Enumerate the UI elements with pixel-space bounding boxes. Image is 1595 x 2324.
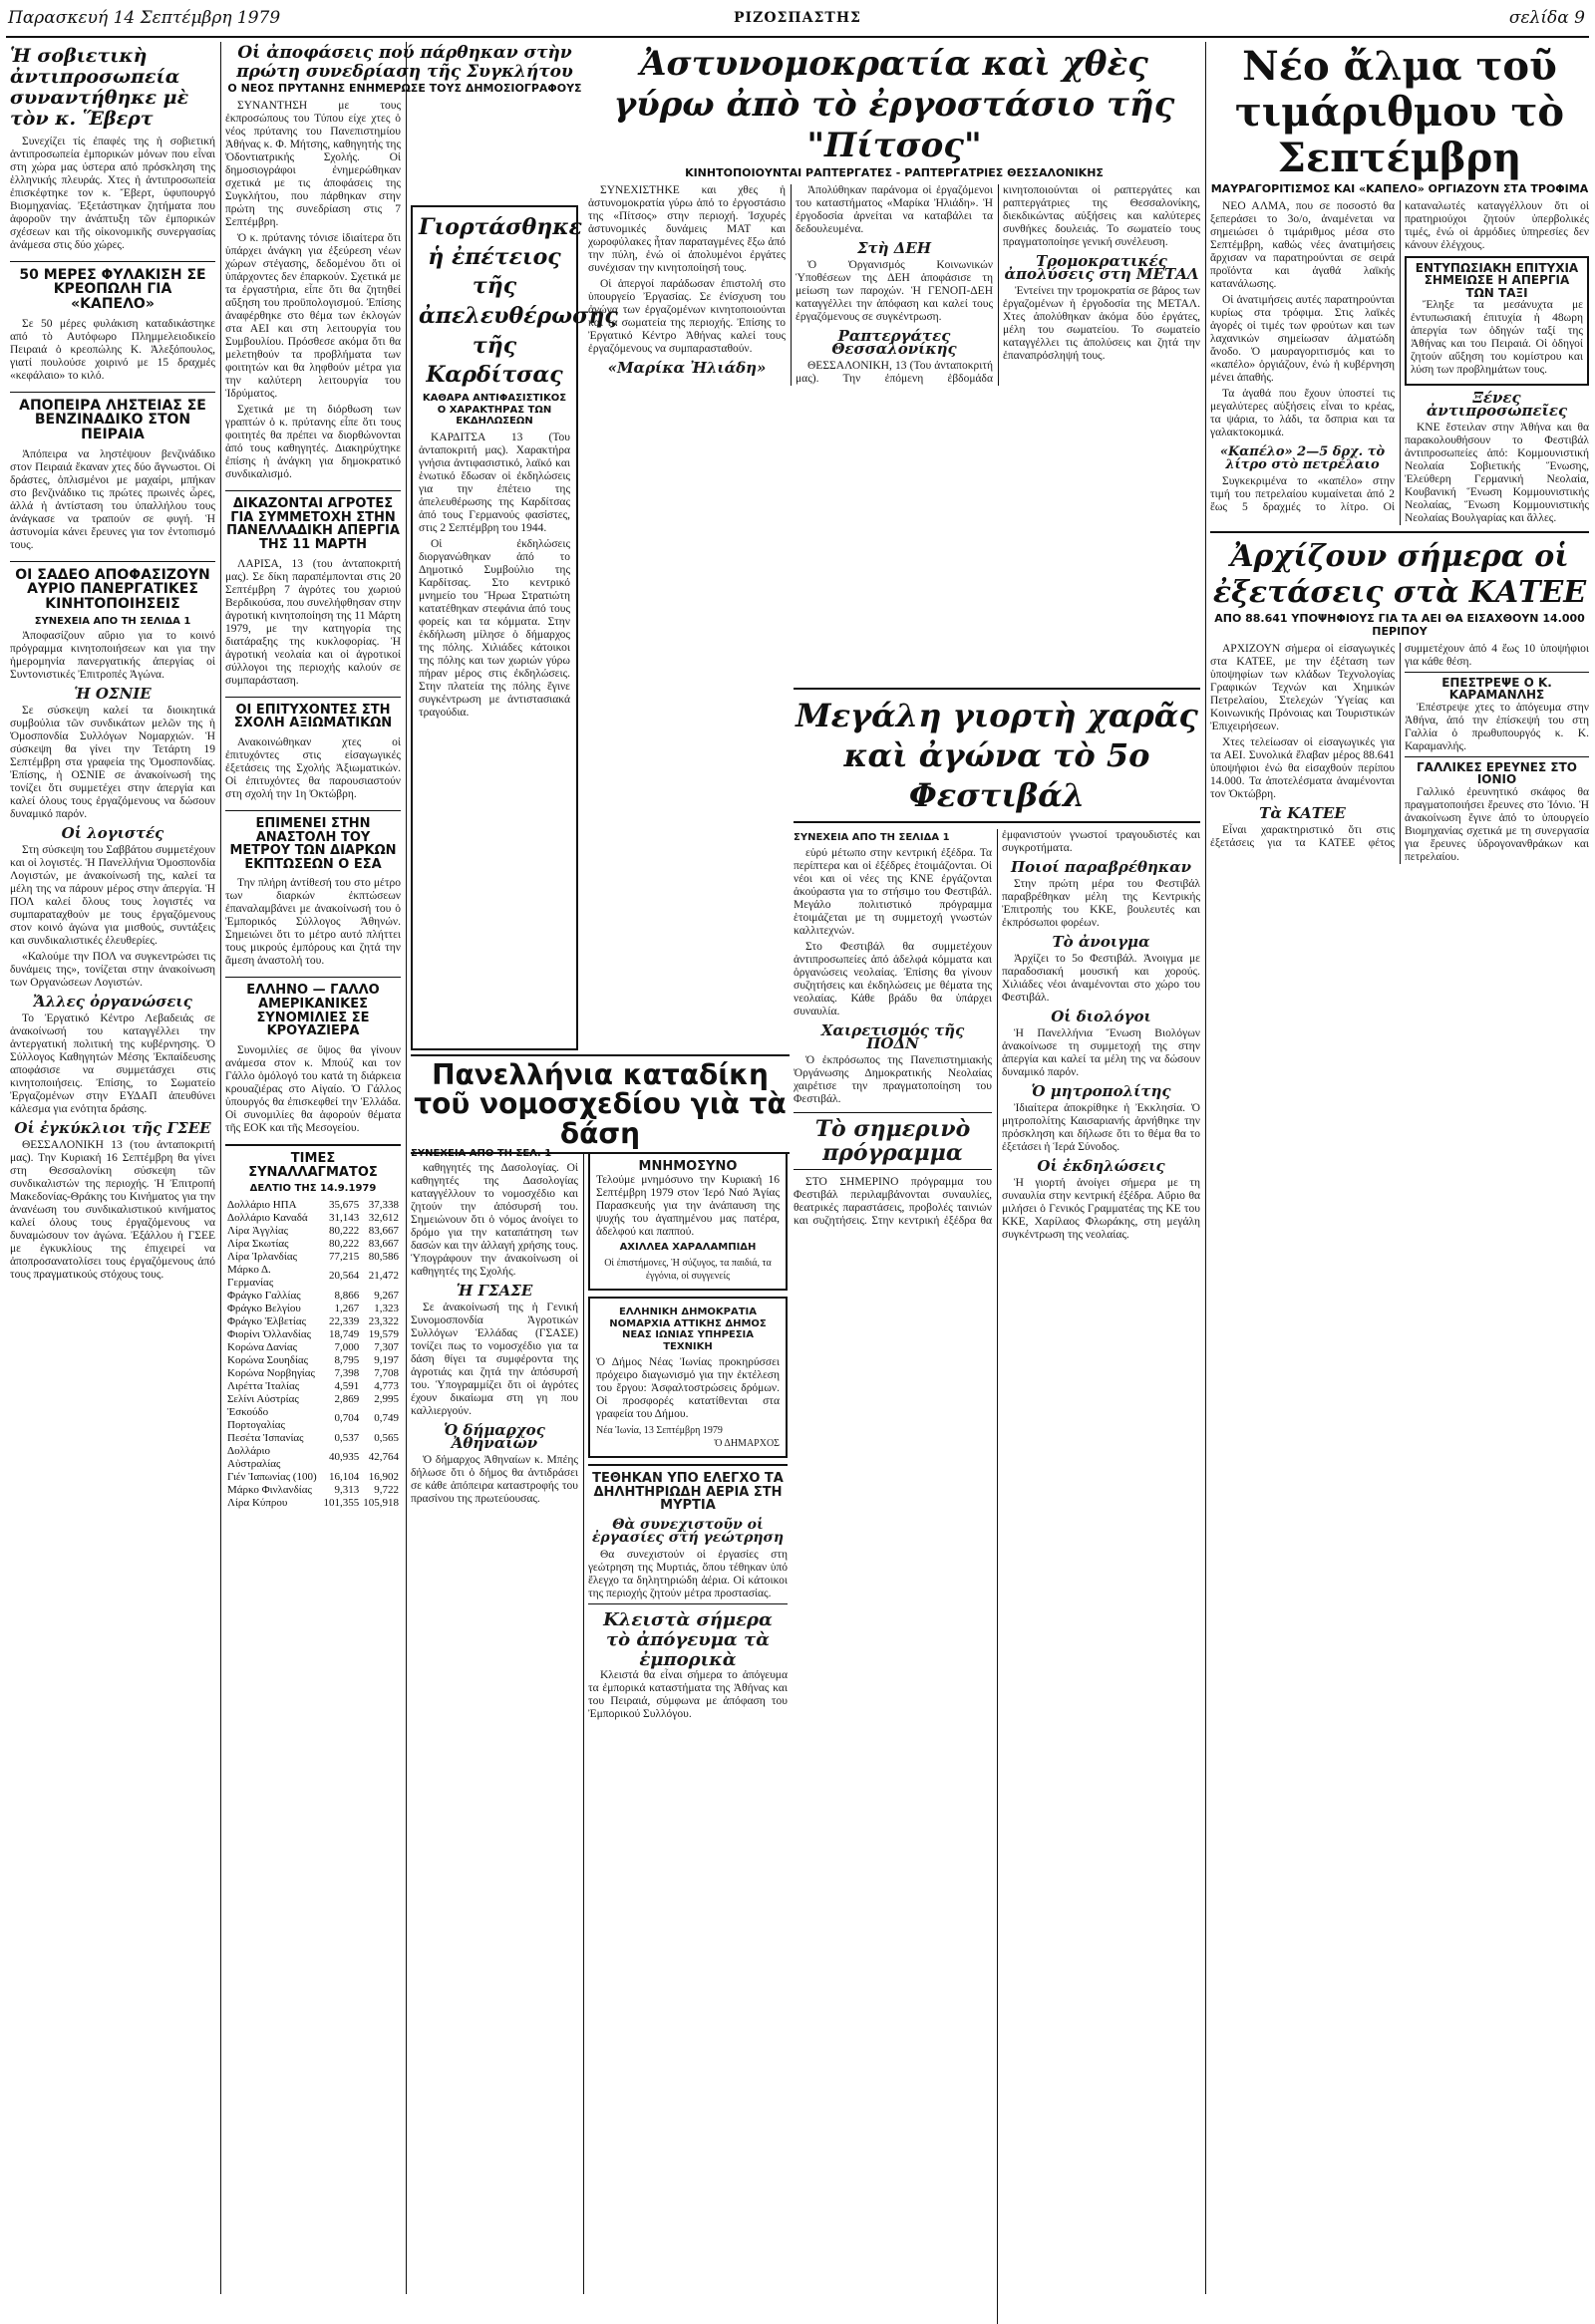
currency-name: Λίρα Κύπρου: [227, 1496, 288, 1509]
rate-row: [225, 1315, 401, 1328]
rate-row: [225, 1445, 401, 1471]
rate-row: [225, 1406, 401, 1432]
page-number: σελίδα 9: [1508, 8, 1585, 28]
soviet-delegation-article: [10, 44, 215, 262]
currency-name: Ἐσκούδο Πορτογαλίας: [227, 1405, 285, 1431]
buy-rate: 7,398: [334, 1366, 360, 1379]
cruise-talks-article: [225, 977, 401, 1144]
headline: 50 ΜΕΡΕΣ ΦΥΛΑΚΙΣΗ ΣΕ ΚΡΕΟΠΩΛΗ ΓΙΑ «ΚΑΠΕΛΟ»: [19, 266, 206, 312]
rate-row: [225, 1471, 401, 1484]
sell-rate: 9,197: [374, 1353, 399, 1366]
headline: ΟΙ ΣΑΔΕΟ ΑΠΟΦΑΣΙΖΟΥΝ ΑΥΡΙΟ ΠΑΝΕΡΓΑΤΙΚΕΣ ΚΙΝΗΤΟΠΟΙΗΣΕΙΣ: [15, 566, 210, 613]
article-body: καθηγητές της Δασολογίας. Οἱ καθηγητές της Δασολογίας καταγγέλλουν το νομοσχέδιο και ζητούν την ἀπόσυρσή του. Σημειώνουν ὅτι ὁ νόμος ἀνοίγει το δρόμο για την καταπάτηση των δασών και την ἀλλαγή χρήσης τους. Ὑπογράφουν την ἀνακοίνωση οἱ καθηγητές της Σχολής. Ἡ ΓΣΑΣΕ Σε ἀνακοίνωσή της ἡ Γενική Συνομοσπονδία Ἀγροτικών Συλλόγων Ἑλλάδας (ΓΣΑΣΕ) τονίζει πως το νομοσχέδιο για τα δάση θίγει τα συμφέροντα της ἀγροτιάς και ζητά την ἀπόσυρσή του. Ὑπογραμμίζει ὅτι οἱ ἀγρότες έχουν δικαίωμα στη γη που καλλιεργούν. Ὁ δήμαρχος Ἀθηναίων Ὁ δήμαρχος Ἀθηναίων κ. Μπέης δήλωσε ὅτι ὁ δήμος θα ἀντιδράσει σε κάθε ἀπόπειρα καταστροφής του πρασίνου της πρωτεύουσας.: [411, 1162, 578, 1505]
column-1: [10, 44, 215, 2294]
sell-rate: 42,764: [368, 1451, 399, 1464]
article-body: Ἀπόπειρα να ληστέψουν βενζινάδικο στον Πειραιά ἔκαναν χτες δύο ἄγνωστοι. Οἱ δράστες, ὁπλισμένοι με μαχαίρι, μπήκαν στο βενζινάδικο τις πρώτες πρωινές ὧρες, ἀλλά ἡ ἀντίσταση του ὑπαλλήλου τους ἀνάγκασε να τραπούν σε φυγή. Ἡ ἀστυνομία κάνει ἔρευνες για τον ἐντοπισμό τους.: [10, 447, 215, 551]
subhead: Ξένες ἀντιπροσωπεῖες: [1426, 389, 1568, 421]
notice-title: ΕΛΛΗΝΙΚΗ ΔΗΜΟΚΡΑΤΙΑ ΝΟΜΑΡΧΙΑ ΑΤΤΙΚΗΣ ΔΗΜΟΣ ΝΕΑΣ ΙΩΝΙΑΣ ΥΠΗΡΕΣΙΑ ΤΕΧΝΙΚΗ: [609, 1307, 767, 1352]
rate-row: [225, 1354, 401, 1367]
sell-rate: 83,667: [368, 1237, 399, 1250]
headline: Γιορτάσθηκε ἡ ἐπέτειος τῆς ἀπελευθέρωσης τῆς Καρδίτσας: [419, 214, 618, 389]
headline: Ἀρχίζουν σήμερα οἱ ἐξετάσεις στὰ ΚΑΤΕΕ: [1212, 539, 1587, 611]
headline: Νέο ἄλμα τοῦ τιμάριθμου τὸ Σεπτέμβρη: [1234, 43, 1565, 181]
headline: Οἱ ἀποφάσεις πού πάρθηκαν στὴν πρώτη συνεδρίαση τῆς Συγκλήτου: [236, 43, 573, 82]
sell-rate: 0,565: [374, 1431, 399, 1444]
buy-rate: 0,704: [334, 1412, 360, 1425]
rate-row: [225, 1303, 401, 1315]
sell-rate: 83,667: [368, 1224, 399, 1237]
column-divider: [1205, 42, 1206, 2294]
currency-name: Μάρκο Φινλανδίας: [227, 1483, 312, 1496]
subhead: Ραπτεργάτες Θεσσαλονίκης: [831, 327, 957, 359]
sell-rate: 80,586: [368, 1250, 399, 1263]
subhead: Στὴ ΔΕΗ: [856, 239, 932, 258]
sell-rate: 7,708: [374, 1366, 399, 1379]
rate-row: [225, 1199, 401, 1212]
subhead: Ἡ ΓΣΑΣΕ: [456, 1282, 533, 1300]
sell-rate: 19,579: [368, 1327, 399, 1340]
currency-name: Φράγκο Γαλλίας: [227, 1289, 301, 1302]
article-body: Συνομιλίες σε ὕψος θα γίνουν ανάμεσα στον κ. Μπούζ και τον Γάλλο ὁμόλογό του κατά τη διάρκεια κρουαζιέρας στο Αἰγαίο. Ὁ Γάλλος ὑπουργός θα ἐπισκεφθεί την Ἑλλάδα. Οἱ συνομιλίες θα ἀφορούν θέματα τῆς ΕΟΚ και τῆς Μεσογείου.: [225, 1043, 401, 1134]
buy-rate: 7,000: [334, 1340, 360, 1353]
subhead: Τὸ ἀνοιγμα: [1052, 933, 1150, 951]
headline: ΟΙ ΕΠΙΤΥΧΟΝΤΕΣ ΣΤΗ ΣΧΟΛΗ ΑΞΙΩΜΑΤΙΚΩΝ: [233, 702, 393, 731]
price-index-article: [1210, 44, 1589, 531]
subhead: «Μαρίκα Ἠλιάδη»: [607, 359, 767, 378]
currency-name: Λίρα Ἀγγλίας: [227, 1224, 289, 1237]
rate-row: [225, 1341, 401, 1354]
currency-name: Κορώνα Δανίας: [227, 1340, 297, 1353]
currency-name: Δολλάριο Αὐστραλίας: [227, 1444, 281, 1470]
shops-closed-article: Κλειστὰ σήμερα τὸ ἀπόγευμα τὰ ἐμπορικὰ Κλειστά θα εἶναι σήμερα το ἀπόγευμα τα ἐμπορικά καταστήματα της Ἀθήνας και του Πειραιά, σύμφωνα με ἀπόφαση του Ἐμπορικού Συλλόγου.: [588, 1603, 788, 1721]
headline: ΤΕΘΗΚΑΝ ΥΠΟ ΕΛΕΓΧΟ ΤΑ ΔΗΛΗΤΗΡΙΩΔΗ ΑΕΡΙΑ ΣΤΗ ΜΥΡΤΙΑ: [592, 1471, 784, 1514]
currency-name: Γιέν Ἰαπωνίας (100): [227, 1470, 317, 1483]
forests-bill-body: [411, 1146, 578, 2292]
article-body: Ἀποφασίζουν αὔριο για το κοινό πρόγραμμα κινητοποιήσεων και για την ἡμερομηνία πανεργατικής ἀπεργίας οἱ Συντονιστικές Ἐπιτροπές Ἀγώνα. Ἡ ΟΣΝΙΕ Σε σύσκεψη καλεί τα διοικητικά συμβούλια τῶν συνδικάτων μελῶν της ἡ Ὁμοσπονδία Συλλόγων Νομαρχιών. Ἡ σύσκεψη θα γίνει την Τετάρτη 19 Σεπτέμβρη στα γραφεία της Ὁμοσπονδίας. Ἐπίσης, ἡ ΟΣΝΙΕ σε ἀνακοίνωσή της τονίζει ὅτι συμμετέχει στην ἀπεργία και καλεί όλους τους ἐργαζόμενους να δώσουν δυναμικό παρόν. Οἱ λογιστές Στη σύσκεψη του Σαββάτου συμμετέχουν και οἱ λογιστές. Ἡ Πανελλήνια Ὁμοσπονδία Λογιστών, με ἀνακοίνωσή της, καλεί τα μέλη της να πάρουν μέρος στην ἀπεργία. Ἡ ΠΟΛ καλεί ὅλους τους λογιστές να συμπαραταχθούν με τους ἐργαζόμενους στον κοινό ἀγώνα για μισθούς, συντάξεις και συνδικαλιστικές ἐλευθερίες. «Καλούμε την ΠΟΛ να συγκεντρώσει τις δυνάμεις της», τονίζεται στην ἀνακοίνωση των Οργανώσεων Λογιστών. Ἄλλες ὀργανώσεις Το Ἐργατικό Κέντρο Λεβαδειάς σε ἀνακοίνωσή του καταγγέλλει την ἀντεργατική πολιτική της κυβέρνησης. Ὁ Σύλλογος Καθηγητών Μέσης Ἐκπαίδευσης αποφάσισε να συμμετάσχει στις κινητοποιήσεις. Ἐπίσης, το Σωματείο Ἐργαζομένων στην ΕΥΔΑΠ ἀπευθύνει κάλεσμα για ενότητα δράσης. Οἱ ἐγκύκλιοι τῆς ΓΣΕΕ ΘΕΣΣΑΛΟΝΙΚΗ 13 (του ἀνταποκριτή μας). Την Κυριακή 16 Σεπτέμβρη θα γίνει στη Θεσσαλονίκη σύσκεψη τῶν συνδικαλιστών της περιοχής. Ἡ Ἐπιτροπή Μακεδονίας-Θράκης του Κινήματος για την ἀνανέωση του συνδικαλιστικού κινήματος καλεί όλους τους ἐργαζόμενους να δυναμώσουν τον ἀγώνα. Ἐξάλλου ἡ ΓΣΕΕ με ἐγκυκλίους της ἐπιχειρεί να ἀποπροσανατολίσει τους ἐργαζόμενους ἀπό τους πραγματικούς στόχους τους.: [10, 629, 215, 1281]
headline: ΔΙΚΑΖΟΝΤΑΙ ΑΓΡΟΤΕΣ ΓΙΑ ΣΥΜΜΕΤΟΧΗ ΣΤΗΝ ΠΑΝΕΛΛΑΔΙΚΗ ΑΠΕΡΓΙΑ ΤΗΣ 11 ΜΑΡΤΗ: [226, 496, 400, 552]
currency-name: Λίρα Σκωτίας: [227, 1237, 289, 1250]
karditsa-box: [411, 205, 618, 1050]
article-body: Την πλήρη ἀντίθεσή του στο μέτρο των διαρκών ἐκπτώσεων ἐπαναλαμβάνει με ἀνακοίνωσή του ὁ Ἐμπορικός Σύλλογος Ἀθηνών. Σημειώνει ὅτι το μέτρο αυτό πλήττει τους μικρούς ἐμπόρους και ζητά την ἄμεση ἀναστολή του.: [225, 877, 401, 968]
myrtia-gas-article: ΤΕΘΗΚΑΝ ΥΠΟ ΕΛΕΓΧΟ ΤΑ ΔΗΛΗΤΗΡΙΩΔΗ ΑΕΡΙΑ ΣΤΗ ΜΥΡΤΙΑ Θὰ συνεχιστοῦν οἱ ἐργασίες στή γεώτρηση Θα συνεχιστούν οἱ ἐργασίες στη γεώτρηση της Μυρτιάς, ὅπου τέθηκαν ὑπό ἔλεγχο τα δηλητηριώδη ἀέρια. Οἱ κάτοικοι της περιοχής ζητούν μέτρα προστασίας.: [588, 1464, 788, 1600]
column-divider: [406, 42, 407, 2294]
buy-rate: 4,591: [334, 1379, 360, 1392]
rate-row: [225, 1328, 401, 1341]
rate-row: [225, 1484, 401, 1497]
sell-rate: 105,918: [363, 1496, 399, 1509]
subhead: Οἱ ἐγκύκλιοι τῆς ΓΣΕΕ: [14, 1118, 211, 1137]
article-body: ΑΡΧΙΖΟΥΝ σήμερα οἱ εἰσαγωγικές στα ΚΑΤΕΕ, με την ἐξέταση των ὑποψηφίων των κλάδων Τεχνολογίας Γραφικών Τεχνών και Χημικών Πετρελαίου, Στελεχών Ὑγείας και Κοινωνικής Πρόνοιας και Τουριστικών Ἐπιχειρήσεων. Χτες τελείωσαν οἱ εἰσαγωγικές για τα ΑΕΙ. Συνολικά ἔλαβαν μέρος 88.641 ὑποψήφιοι ἐνώ θα εἰσαχθούν περίπου 14.000. Τα ἀποτελέσματα ἀναμένονται τον Ὀκτώβρη. Τὰ ΚΑΤΕΕ Εἶναι χαρακτηριστικό ὅτι στις ἐξετάσεις για τα ΚΑΤΕΕ φέτος συμμετέχουν ἀπό 4 ἕως 10 ὑποψήφιοι για κάθε θέση. ΕΠΕΣΤΡΕΨΕ Ο Κ. ΚΑΡΑΜΑΝΛΗΣ Ἐπέστρεψε χτες το ἀπόγευμα στην Ἀθήνα, ἀπό την ἐπίσκεψή του στη Γαλλία ὁ πρωθυπουργός κ. Κ. Καραμανλής. ΓΑΛΛΙΚΕΣ ΕΡΕΥΝΕΣ ΣΤΟ ΙΟΝΙΟ Γαλλικό ἐρευνητικό σκάφος θα πραγματοποιήσει ἔρευνες στο Ἰόνιο. Ἡ ἀνακοίνωση ἔγινε ἀπό το ὑπουργείο Βιομηχανίας σχετικά με τη συνεργασία για ἔρευνες ὑδρογονανθράκων και πετρελαίου.: [1210, 642, 1589, 864]
currency-name: Μάρκο Δ. Γερμανίας: [227, 1263, 274, 1289]
sell-rate: 9,722: [374, 1483, 399, 1496]
article-body: ΝΕΟ ΑΛΜΑ, που σε ποσοστό θα ξεπεράσει το 3ο/ο, ἀναμένεται να σημειώσει ὁ τιμάριθμος μέσα στο Σεπτέμβρη, καθώς νέες ἀνατιμήσεις ἄρχισαν να παρατηρούνται σε σειρά προϊόντα και ἀγαθά λαϊκής κατανάλωσης. Οἱ ἀνατιμήσεις αυτές παρατηρούνται κυρίως στα τρόφιμα. Στις λαϊκές ἀγορές οἱ τιμές των φρούτων και των λαχανικών σημείωσαν ἀλματώδη ἄνοδο. Ὁ μαυραγοριτισμός και το «καπέλο» ὀργιάζουν, ἐνώ ἡ κυβέρνηση μένει ἀπαθής. Τα ἀγαθά που ἔχουν ὑποστεί τις μεγαλύτερες αὐξήσεις εἶναι το κρέας, τα ψάρια, το λάδι, τα ὄσπρια και τα γαλακτοκομικά. «Καπέλο» 2—5 δρχ. τὸ λίτρο στὸ πετρέλαιο Συγκεκριμένα το «καπέλο» στην τιμή του πετρελαίου κυμαίνεται ἀπό 2 ἕως 5 δραχμές το λίτρο. Οἱ καταναλωτές καταγγέλλουν ὅτι οἱ πρατηριούχοι ζητούν ὑπερβολικές τιμές, ἐνώ οἱ ἀρμόδιες ὑπηρεσίες δεν κάνουν ἐλέγχους. ΕΝΤΥΠΩΣΙΑΚΗ ΕΠΙΤΥΧΙΑ ΣΗΜΕΙΩΣΕ Η ΑΠΕΡΓΙΑ ΤΩΝ ΤΑΞΙ Ἔληξε τα μεσάνυχτα με ἐντυπωσιακή ἐπιτυχία ἡ 48ωρη ἀπεργία των ὁδηγών ταξί της Ἀθήνας και του Πειραιά. Οἱ ὁδηγοί ζητούν αὔξηση του κομίστρου και λύση των προβλημάτων τους. Ξένες ἀντιπροσωπεῖες ΚΝΕ ἔστειλαν στην Ἀθήνα και θα παρακολουθήσουν το Φεστιβάλ ἀντιπροσωπείες ἀπό: Κομμουνιστική Νεολαία Σοβιετικής Ἕνωσης, Ἐλεύθερη Γερμανική Νεολαία, Κουβανική Ἕνωση Κομμουνιστικής Νεολαίας, Ἕνωση Κομμουνιστικής Νεολαίας Βουλγαρίας και ἄλλες.: [1210, 199, 1589, 525]
continuation-note: ΣΥΝΕΧΕΙΑ ΑΠΟ ΤΗ ΣΕΛΙΔΑ 1: [34, 615, 191, 627]
article-body: Σε 50 μέρες φυλάκιση καταδικάστηκε από τὸ Αυτόφωρο Πλημμελειοδικείο Πειραιά ὁ κρεοπώλης Κ. Ἀλεξόπουλος, γιατί πουλούσε χοιρινό με 15 δραχμές «κεφάλαιο» το κιλό.: [10, 317, 215, 382]
currency-name: Λίρα Ἰρλανδίας: [227, 1250, 297, 1263]
sell-rate: 2,995: [374, 1392, 399, 1405]
buy-rate: 8,866: [334, 1289, 360, 1302]
subhead: Ἄλλες ὀργανώσεις: [33, 992, 192, 1011]
buy-rate: 2,869: [334, 1392, 360, 1405]
subhead: Ὁ δήμαρχος Ἀθηναίων: [444, 1421, 545, 1452]
currency-name: Δολλάριο Καναδά: [227, 1211, 308, 1224]
buy-rate: 20,564: [329, 1270, 360, 1283]
article-body: ΣΥΝΑΝΤΗΣΗ με τους ἐκπροσώπους του Τύπου είχε χτες ὁ νέος πρύτανης του Πανεπιστημίου Ἀθήνας κ. Φ. Μήτσης, καθηγητής της Ὀδοντιατρικής Σχολής. Οἱ δημοσιογράφοι ἐνημερώθηκαν σχετικά με τις ἀποφάσεις της Συγκλήτου, που πάρθηκαν στην πρώτη της συνεδρίαση στις 7 Σεπτέμβρη. Ὁ κ. πρύτανης τόνισε ἰδιαίτερα ὅτι ὑπάρχει ἀνάγκη για ἐξεύρεση νέων χώρων στέγασης, δεδομένου ὅτι οἱ ὑπάρχοντες δεν ἐπαρκούν. Σχετικά με τα ἐργαστήρια, εἶπε ὅτι θα ζητηθεί αὔξηση του προϋπολογισμού. Ἐπίσης ἀναφέρθηκε στο θέμα των ἐκλογών στα ΑΕΙ και στη λειτουργία του Συμβουλίου. Πρόσθεσε ακόμα ὅτι θα μελετηθούν τα προβλήματα των φοιτητών και θα ληφθούν μέτρα για την καλύτερη λειτουργία του Ἱδρύματος. Σχετικά με τη διόρθωση των γραπτών ὁ κ. πρύτανης εἶπε ὅτι τους φοιτητές θα πρέπει να διορθώνονται ἀπό τους καθηγητές. Διακηρύχτηκε ἐπίσης ἡ ἀνάγκη για δημοκρατικό συνδικαλισμό.: [225, 100, 401, 481]
rate-row: [225, 1251, 401, 1264]
headline: ΕΠΕΣΤΡΕΨΕ Ο Κ. ΚΑΡΑΜΑΝΛΗΣ: [1441, 675, 1552, 703]
sell-rate: 23,322: [368, 1314, 399, 1327]
memorial-title: ΜΝΗΜΟΣΥΝΟ: [638, 1159, 738, 1174]
buy-rate: 9,313: [334, 1483, 360, 1496]
headline: ΤΙΜΕΣ ΣΥΝΑΛΛΑΓΜΑΤΟΣ: [248, 1150, 378, 1180]
header-rule: [6, 36, 1589, 38]
sell-rate: 4,773: [374, 1379, 399, 1392]
page-header-date: Παρασκευή 14 Σεπτέμβρη 1979: [8, 8, 281, 28]
subheadline: ΚΙΝΗΤΟΠΟΙΟΥΝΤΑΙ ΡΑΠΤΕΡΓΑΤΕΣ - ΡΑΠΤΕΡΓΑΤΡΙΕΣ ΘΕΣΣΑΛΟΝΙΚΗΣ: [685, 166, 1104, 180]
buy-rate: 18,749: [329, 1327, 360, 1340]
article-body: ΚΑΡΔΙΤΣΑ 13 (Του ἀνταποκριτή μας). Χαρακτήρα γνήσια ἀντιφασιστικό, λαϊκό και ἑνωτικό ἔδωσαν οἱ ἐκδηλώσεις για την ἐπέτειο της ἀπελευθέρωσης της Καρδίτσας ἀπό τους Γερμανούς φασίστες, στις 2 Σεπτέμβρη του 1944. Οἱ ἐκδηλώσεις διοργανώθηκαν ἀπό το Δημοτικό Συμβούλιο της Καρδίτσας. Στο κεντρικό μνημείο του Ἥρωα Στρατιώτη κατατέθηκαν στεφάνια ἀπό τους φορείς και τα κόμματα. Στην ἐκδήλωση μίλησε ὁ δήμαρχος της πόλης. Χιλιάδες κάτοικοι της πόλης και των χωριών γύρω πήραν μέρος στις ἐκδηλώσεις. Στην πλατεία της πόλης ἔγινε συγκέντρωση με ἀντιστασιακά τραγούδια.: [419, 431, 570, 719]
buy-rate: 77,215: [329, 1250, 360, 1263]
rate-row: [225, 1380, 401, 1393]
buy-rate: 80,222: [329, 1237, 360, 1250]
column-5: [1210, 44, 1589, 2294]
sadeo-article: [10, 562, 215, 1291]
municipal-notice: ΕΛΛΗΝΙΚΗ ΔΗΜΟΚΡΑΤΙΑ ΝΟΜΑΡΧΙΑ ΑΤΤΙΚΗΣ ΔΗΜΟΣ ΝΕΑΣ ΙΩΝΙΑΣ ΥΠΗΡΕΣΙΑ ΤΕΧΝΙΚΗ Ὁ Δήμος Νέας Ἰωνίας προκηρύσσει πρόχειρο διαγωνισμό για την ἐκτέλεση του ἔργου: Ἀσφαλτοστρώσεις δρόμων. Οἱ προσφορές κατατίθενται στα γραφεία του Δήμου. Νέα Ἰωνία, 13 Σεπτέμβρη 1979 Ὁ ΔΗΜΑΡΧΟΣ: [588, 1297, 788, 1458]
headline: ΑΠΟΠΕΙΡΑ ΛΗΣΤΕΙΑΣ ΣΕ ΒΕΝΖΙΝΑΔΙΚΟ ΣΤΟΝ ΠΕΙΡΑΙΑ: [19, 397, 206, 442]
rate-row: [225, 1212, 401, 1225]
article-body: ΣΥΝΕΧΕΙΑ ΑΠΟ ΤΗ ΣΕΛΙΔΑ 1 εὐρύ μέτωπο στην κεντρική ἐξέδρα. Τα περίπτερα και οἱ ἐξέδρες ἑτοιμάζονται. Οἱ νέοι και οἱ νέες της ΚΝΕ ἐργάζονται ἀκούραστα για το στήσιμο του Φεστιβάλ. Μεγάλο πολιτιστικό πρόγραμμα ἑτοιμάζεται με τη συμμετοχή γνωστών καλλιτεχνών. Στο Φεστιβάλ θα συμμετέχουν ἀντιπροσωπείες ἀπό ἀδελφά κόμματα και ὀργανώσεις νεολαίας. Ἐπίσης θα γίνουν συζητήσεις και ἐκδηλώσεις με θέματα της νεολαίας. Κάθε βράδυ θα ὑπάρχει συναυλία. Χαιρετισμός τῆς ΠΟΔΝ Ὁ ἐκπρόσωπος της Πανεπιστημιακής Ὀργάνωσης Δημοκρατικής Νεολαίας χαιρέτισε την πραγματοποίηση του Φεστιβάλ. Τὸ σημερινὸ πρόγραμμα ΣΤΟ ΣΗΜΕΡΙΝΟ πρόγραμμα του Φεστιβάλ περιλαμβάνονται συναυλίες, θεατρικές παραστάσεις, προβολές ταινιών και συζητήσεις. Στην κεντρική ἐξέδρα θα ἐμφανιστούν γνωστοί τραγουδιστές και συγκροτήματα. Ποιοί παραβρέθηκαν Στην πρώτη μέρα του Φεστιβάλ παραβρέθηκαν μέλη της Κεντρικής Ἐπιτροπής του ΚΚΕ, βουλευτές και ἐκπρόσωποι φορέων. Τὸ ἀνοιγμα Ἀρχίζει το 5ο Φεστιβάλ. Ἀνοιγμα με παραδοσιακή μουσική και χορούς. Χιλιάδες νέοι ἀναμένονται στο χώρο του Φεστιβάλ. Οἱ διολόγοι Ἡ Πανελλήνια Ἕνωση Βιολόγων ἀνακοίνωσε τη συμμετοχή της στην ἀπεργία και καλεί τα μέλη της να δώσουν δυναμικό παρόν. Ὁ μητροπολίτης Ἰδιαίτερα ἀποκρίθηκε ἡ Ἐκκλησία. Ὁ μητροπολίτης Καισαριανής ἀρνήθηκε την πρόσκληση και δήλωσε ὅτι το θέμα θα το ἐξετάσει ἡ Ἱερά Σύνοδος. Οἱ ἐκδηλώσεις Ἡ γιορτή ἀνοίγει σήμερα με τη συναυλία στην κεντρική ἐξέδρα. Αὔριο θα μιλήσει ὁ Γενικός Γραμματέας της ΚΕ του ΚΚΕ, Χαρίλαος Φλωράκης, στη μεγάλη συγκέντρωση της νεολαίας.: [794, 829, 1200, 1241]
rate-row: [225, 1432, 401, 1445]
headline: ΕΝΤΥΠΩΣΙΑΚΗ ΕΠΙΤΥΧΙΑ ΣΗΜΕΙΩΣΕ Η ΑΠΕΡΓΙΑ ΤΩΝ ΤΑΞΙ: [1415, 260, 1579, 300]
anniversary-box-frame: [411, 205, 618, 1050]
rates-date: ΔΕΛΤΙΟ ΤΗΣ 14.9.1979: [249, 1183, 377, 1195]
subhead: Τὰ ΚΑΤΕΕ: [1259, 803, 1346, 822]
masthead: ΡΙΖΟΣΠΑΣΤΗΣ: [734, 10, 861, 26]
subhead: Οἱ διολόγοι: [1051, 1008, 1151, 1025]
currency-name: Δολλάριο ΗΠΑ: [227, 1198, 297, 1211]
sell-rate: 16,902: [368, 1470, 399, 1483]
article-body: ΣΥΝΕΧΙΣΤΗΚΕ και χθες ἡ ἀστυνομοκρατία γύρω ἀπό το ἐργοστάσιο της «Πίτσος» στην περιοχή. Ἰσχυρές ἀστυνομικές δυνάμεις ΜΑΤ και χωροφύλακες ἦταν παραταγμένες ἔξω ἀπό την πύλη, ἐνώ οἱ ἀπολυμένοι ἐργάτες συνέχισαν την κινητοποίησή τους. Οἱ ἀπεργοί παράδωσαν ἐπιστολή στο ὑπουργείο Ἐργασίας. Σε ἐνίσχυση του ἀγώνα των ἐργαζομένων κινητοποιούνται και τα σωματεία της περιοχής. Ἐπίσης το Ἐργατικό Κέντρο Ἀθήνας καλεί τους ἐργαζόμενους να συμπαρασταθούν. «Μαρίκα Ἠλιάδη» Ἀπολύθηκαν παράνομα οἱ ἐργαζόμενοι του καταστήματος «Μαρίκα Ἠλιάδη». Ἡ ἐργοδοσία ἀρνείται να καταβάλει τα δεδουλευμένα. Στὴ ΔΕΗ Ὁ Ὀργανισμός Κοινωνικών Ὑποθέσεων της ΔΕΗ ἀποφάσισε τη μείωση των παροχών. Ἡ ΓΕΝΟΠ-ΔΕΗ καταγγέλλει την ἀπόφαση και καλεί τους ἐργαζόμενους σε συγκέντρωση. Ραπτεργάτες Θεσσαλονίκης ΘΕΣΣΑΛΟΝΙΚΗ, 13 (Του ἀνταποκριτή μας). Την ἐπόμενη ἑβδομάδα κινητοποιούνται οἱ ραπτεργάτες και ραπτεργάτριες της Θεσσαλονίκης, διεκδικώντας αὐξήσεις και καλύτερες συνθήκες δουλειάς. Το σωματείο τους πραγματοποίησε γενική συνέλευση. Τρομοκρατικές ἀπολύσεις στη ΜΕΤΑΛ Ἐντείνει την τρομοκρατία σε βάρος των ἐργαζομένων ἡ ἐργοδοσία της ΜΕΤΑΛ. Χτες ἀπολύθηκαν ἀκόμα δύο ἐργάτες, μέλη του σωματείου. Το σωματείο καταγγέλλει τις ἀπολύσεις και ζητά την ἐπαναπρόσληψή τους.: [588, 184, 1200, 386]
sell-rate: 21,472: [368, 1270, 399, 1283]
forests-bill-continued: [588, 1146, 788, 2292]
currency-name: Φιορίνι Ὁλλανδίας: [227, 1327, 311, 1340]
article-body: Ανακοινώθηκαν χτες οἱ ἐπιτυχόντες στις εἰσαγωγικές ἐξετάσεις της Σχολής Ἀξιωματικών. Οἱ ἐπιτυχόντες θα παρουσιαστούν στη σχολή την 1η Ὀκτώβρη.: [225, 735, 401, 800]
pitsos-article: [588, 44, 1200, 682]
rate-row: [225, 1367, 401, 1380]
currency-name: Πεσέτα Ἰσπανίας: [227, 1431, 304, 1444]
festival-article: [794, 688, 1200, 2294]
taxi-strike-box: ΕΝΤΥΠΩΣΙΑΚΗ ΕΠΙΤΥΧΙΑ ΣΗΜΕΙΩΣΕ Η ΑΠΕΡΓΙΑ ΤΩΝ ΤΑΞΙ Ἔληξε τα μεσάνυχτα με ἐντυπωσιακή ἐπιτυχία ἡ 48ωρη ἀπεργία των ὁδηγών ταξί της Ἀθήνας και του Πειραιά. Οἱ ὁδηγοί ζητούν αὔξηση του κομίστρου και λύση των προβλημάτων τους.: [1405, 256, 1589, 387]
currency-name: Λιρέττα Ἰταλίας: [227, 1379, 300, 1392]
subhead: Ὁ μητροπολίτης: [1031, 1082, 1171, 1100]
program-headline: Τὸ σημερινὸ πρόγραμμα: [794, 1112, 992, 1170]
notice-column: [588, 1152, 788, 1721]
buy-rate: 40,935: [329, 1451, 360, 1464]
headline: ΕΠΙΜΕΝΕΙ ΣΤΗΝ ΑΝΑΣΤΟΛΗ ΤΟΥ ΜΕΤΡΟΥ ΤΩΝ ΔΙΑΡΚΩΝ ΕΚΠΤΩΣΕΩΝ Ο ΕΣΑ: [229, 815, 397, 872]
buy-rate: 0,537: [334, 1431, 360, 1444]
currency-name: Σελίνι Αὐστρίας: [227, 1392, 299, 1405]
farmers-trial-article: [225, 490, 401, 697]
column-divider: [220, 42, 221, 2294]
subhead: Ποιοί παραβρέθηκαν: [1010, 858, 1192, 876]
robbery-article: [10, 393, 215, 562]
article-body: Συνεχίζει τίς ἐπαφές της ἡ σοβιετική ἀντιπροσωπεία ἐμπορικών μόνων που εἶναι στη χώρα μας ύστερα από πρόσκληση της ἑλληνικής πλευράς. Χτες ἡ ἀντιπροσωπεία ἐπισκέφτηκε τον κ. Ἔβερτ, ὑφυπουργό Βιομηχανίας. Ἐξετάστηκαν ζητήματα που ἀφοροῦν την ἀνάπτυξη τῶν ἐμπορικών σχέσεων και τῆς οἰκονομικῆς συνεργασίας ἀνάμεσα στις δύο χώρες.: [10, 135, 215, 251]
buy-rate: 80,222: [329, 1224, 360, 1237]
headline: ΓΑΛΛΙΚΕΣ ΕΡΕΥΝΕΣ ΣΤΟ ΙΟΝΙΟ: [1417, 759, 1577, 787]
sell-rate: 1,323: [374, 1302, 399, 1314]
ionian-research-article: ΓΑΛΛΙΚΕΣ ΕΡΕΥΝΕΣ ΣΤΟ ΙΟΝΙΟ Γαλλικό ἐρευνητικό σκάφος θα πραγματοποιήσει ἔρευνες στο Ἰόνιο. Ἡ ἀνακοίνωση ἔγινε ἀπό το ὑπουργείο Βιομηχανίας σχετικά με τη συνεργασία για ἔρευνες ὑδρογονανθράκων και πετρελαίου.: [1405, 756, 1589, 864]
notice-signature: Ὁ ΔΗΜΑΡΧΟΣ: [714, 1438, 780, 1450]
headline: ΕΛΛΗΝΟ — ΓΑΛΛΟ ΑΜΕΡΙΚΑΝΙΚΕΣ ΣΥΝΟΜΙΛΙΕΣ ΣΕ ΚΡΟΥΑΖΙΕΡΑ: [246, 983, 380, 1039]
exchange-rates-table: [225, 1199, 401, 1510]
buy-rate: 22,339: [329, 1314, 360, 1327]
subhead: Θὰ συνεχιστοῦν οἱ ἐργασίες στή γεώτρηση: [591, 1517, 785, 1547]
buy-rate: 31,143: [329, 1211, 360, 1224]
sell-rate: 9,267: [374, 1289, 399, 1302]
subheadline: ΚΑΘΑΡΑ ΑΝΤΙΦΑΣΙΣΤΙΚΟΣ Ο ΧΑΡΑΚΤΗΡΑΣ ΤΩΝ ΕΚΔΗΛΩΣΕΩΝ: [422, 393, 567, 428]
subhead: Τρομοκρατικές ἀπολύσεις στη ΜΕΤΑΛ: [1004, 252, 1199, 284]
rate-row: [225, 1497, 401, 1510]
headline: Πανελλήνια καταδίκη τοῦ νομοσχεδίου γιὰ τὰ δάση: [411, 1054, 790, 1154]
headline: Ἡ σοβιετικὴ ἀντιπροσωπεία συναντήθηκε μὲ τὸν κ. Ἕβερτ: [10, 45, 189, 130]
exchange-rates-box: [225, 1144, 401, 1516]
officers-school-article: [225, 697, 401, 810]
headline: Μεγάλη γιορτὴ χαρᾶς καὶ ἀγώνα τὸ 5ο Φεστιβάλ: [794, 688, 1200, 823]
memorial-name: ΑΧΙΛΛΕΑ ΧΑΡΑΛΑΜΠΙΔΗ: [619, 1241, 757, 1253]
buy-rate: 101,355: [323, 1496, 360, 1509]
currency-name: Φράγκο Ἑλβετίας: [227, 1314, 306, 1327]
currency-name: Κορώνα Σουηδίας: [227, 1353, 309, 1366]
buy-rate: 16,104: [329, 1470, 360, 1483]
rate-row: [225, 1393, 401, 1406]
subheadline: Ο ΝΕΟΣ ΠΡΥΤΑΝΗΣ ΕΝΗΜΕΡΩΣΕ ΤΟΥΣ ΔΗΜΟΣΙΟΓΡΑΦΟΥΣ: [227, 82, 582, 96]
katee-exams-article: [1210, 531, 1589, 864]
headline: Κλειστὰ σήμερα τὸ ἀπόγευμα τὰ ἐμπορικὰ: [603, 1609, 773, 1670]
headline: Ἀστυνομοκρατία καὶ χθὲς γύρω ἀπὸ τὸ ἐργοστάσιο τῆς "Πίτσος": [613, 44, 1175, 165]
karamanlis-return-article: ΕΠΕΣΤΡΕΨΕ Ο Κ. ΚΑΡΑΜΑΝΛΗΣ Ἐπέστρεψε χτες το ἀπόγευμα στην Ἀθήνα, ἀπό την ἐπίσκεψή του στη Γαλλία ὁ πρωθυπουργός κ. Κ. Καραμανλής.: [1405, 672, 1589, 753]
subhead: Χαιρετισμός τῆς ΠΟΔΝ: [820, 1021, 965, 1052]
subheadline: ΑΠΟ 88.641 ΥΠΟΨΗΦΙΟΥΣ ΓΙΑ ΤΑ ΑΕΙ ΘΑ ΕΙΣΑΧΘΟΥΝ 14.000 ΠΕΡΙΠΟΥ: [1214, 612, 1585, 639]
notice-date: Νέα Ἰωνία, 13 Σεπτέμβρη 1979: [596, 1425, 723, 1437]
article-body: ΛΑΡΙΣΑ, 13 (του ἀνταποκριτή μας). Σε δίκη παραπέμπονται στις 20 Σεπτέμβρη 7 ἀγρότες του χωριού Βερδικούσα, που συνελήφθησαν στην ἀγροτική κινητοποίηση της 11 Μάρτη 1979, με την κατηγορία της διατάραξης της κυκλοφορίας. Ἡ ἀγροτική νεολαία και οἱ ἀγροτικοί σύλλογοι της περιοχής καλούν σε συμπαράσταση.: [225, 557, 401, 687]
memorial-notice: ΜΝΗΜΟΣΥΝΟ Τελούμε μνημόσυνο την Κυριακή 16 Σεπτέμβρη 1979 στον Ἱερό Ναό Ἁγίας Παρασκευής για την ἀνάπαυση της ψυχής του ἀγαπημένου μας πατέρα, ἀδελφού και παππού. ΑΧΙΛΛΕΑ ΧΑΡΑΛΑΜΠΙΔΗ Οἱ ἐπιστήμονες, Ἡ σύζυγος, τα παιδιά, τα ἐγγόνια, οἱ συγγενείς: [588, 1152, 788, 1291]
buy-rate: 8,795: [334, 1353, 360, 1366]
buy-rate: 1,267: [334, 1302, 360, 1314]
currency-name: Φράγκο Βελγίου: [227, 1302, 301, 1314]
rate-row: [225, 1225, 401, 1238]
rate-row: [225, 1264, 401, 1290]
sell-rate: 0,749: [374, 1412, 399, 1425]
rate-row: [225, 1290, 401, 1303]
sell-rate: 37,338: [368, 1198, 399, 1211]
buy-rate: 35,675: [329, 1198, 360, 1211]
subhead: Οἱ ἐκδηλώσεις: [1037, 1157, 1165, 1175]
esa-discounts-article: [225, 810, 401, 978]
subhead: Οἱ λογιστές: [61, 823, 164, 842]
subhead: Ἡ ΟΣΝΙΕ: [74, 684, 152, 703]
rate-row: [225, 1238, 401, 1251]
continuation-note: ΣΥΝΕΧΕΙΑ ΑΠΟ ΤΗ ΣΕΛ. 1: [411, 1148, 552, 1159]
subhead: «Καπέλο» 2—5 δρχ. τὸ λίτρο στὸ πετρέλαιο: [1219, 443, 1386, 472]
currency-name: Κορώνα Νορβηγίας: [227, 1366, 315, 1379]
memorial-family: Οἱ ἐπιστήμονες, Ἡ σύζυγος, τα παιδιά, τα ἐγγόνια, οἱ συγγενείς: [604, 1258, 772, 1283]
continuation-note: ΣΥΝΕΧΕΙΑ ΑΠΟ ΤΗ ΣΕΛΙΔΑ 1: [794, 832, 950, 843]
subheadline: ΜΑΥΡΑΓΟΡΙΤΙΣΜΟΣ ΚΑΙ «ΚΑΠΕΛΟ» ΟΡΓΙΑΖΟΥΝ ΣΤΑ ΤΡΟΦΙΜΑ: [1210, 182, 1589, 195]
sell-rate: 7,307: [374, 1340, 399, 1353]
butcher-article: [10, 262, 215, 393]
sell-rate: 32,612: [368, 1211, 399, 1224]
